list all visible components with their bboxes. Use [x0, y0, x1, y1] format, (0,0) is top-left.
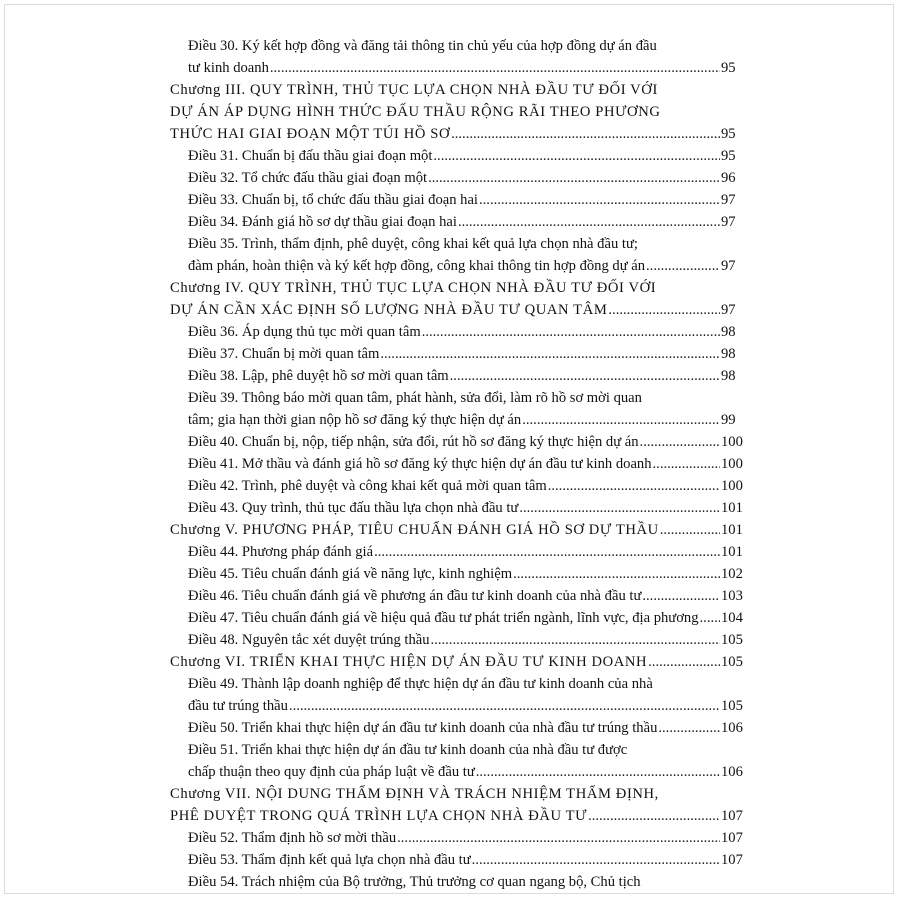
toc-entry-text: Điều 30. Ký kết hợp đồng và đăng tải thông tin chủ yếu của hợp đồng dự án đầu — [188, 38, 657, 54]
dot-leader — [646, 255, 720, 277]
page-number: 97 — [721, 258, 736, 274]
toc-article-entry — [188, 189, 745, 211]
toc-entry-text: PHÊ DUYỆT TRONG QUÁ TRÌNH LỰA CHỌN NHÀ ĐẦU TƯ — [170, 808, 588, 824]
page-number: 100 — [721, 434, 743, 450]
toc-article-entry — [188, 343, 745, 365]
toc-entry-text: Điều 31. Chuẩn bị đấu thầu giai đoạn một — [188, 148, 433, 164]
toc-article-entry — [188, 321, 745, 343]
page-number: 105 — [721, 654, 743, 670]
toc-entry-text: Chương VII. NỘI DUNG THẨM ĐỊNH VÀ TRÁCH NHIỆM THẨM ĐỊNH, — [170, 786, 659, 802]
toc-article-entry — [188, 475, 745, 497]
page-number: 105 — [721, 698, 743, 714]
toc-article-entry — [188, 739, 745, 783]
toc-line — [188, 255, 745, 277]
toc-line — [188, 695, 745, 717]
page-number: 96 — [721, 170, 736, 186]
toc-line — [188, 563, 745, 585]
dot-leader — [458, 211, 720, 233]
table-of-contents — [170, 35, 745, 893]
toc-chapter-entry — [170, 783, 745, 827]
dot-leader — [660, 519, 720, 541]
toc-article-entry — [188, 145, 745, 167]
toc-article-entry — [188, 871, 745, 893]
toc-entry-text: Điều 54. Trách nhiệm của Bộ trưởng, Thủ trưởng cơ quan ngang bộ, Chủ tịch — [188, 874, 641, 890]
toc-entry-text: DỰ ÁN ÁP DỤNG HÌNH THỨC ĐẤU THẦU RỘNG RÃI THEO PHƯƠNG — [170, 104, 661, 120]
toc-article-entry — [188, 673, 745, 717]
toc-line — [188, 541, 745, 563]
toc-entry-text: Điều 36. Áp dụng thủ tục mời quan tâm — [188, 324, 421, 340]
page-number: 104 — [721, 610, 743, 626]
toc-entry-text: Điều 33. Chuẩn bị, tổ chức đấu thầu giai đoạn hai — [188, 192, 478, 208]
toc-line — [188, 365, 745, 387]
dot-leader — [289, 695, 720, 717]
dot-leader — [476, 761, 720, 783]
dot-leader — [479, 189, 720, 211]
toc-line — [188, 453, 745, 475]
dot-leader — [519, 497, 720, 519]
dot-leader — [422, 321, 720, 343]
dot-leader — [658, 717, 720, 739]
toc-entry-text: Điều 42. Trình, phê duyệt và công khai kết quả mời quan tâm — [188, 478, 547, 494]
toc-entry-text: Chương VI. TRIỂN KHAI THỰC HIỆN DỰ ÁN ĐẦU TƯ KINH DOANH — [170, 654, 648, 670]
page-number: 95 — [721, 126, 736, 142]
toc-article-entry — [188, 431, 745, 453]
toc-entry-text: Chương III. QUY TRÌNH, THỦ TỤC LỰA CHỌN NHÀ ĐẦU TƯ ĐỐI VỚI — [170, 82, 658, 98]
dot-leader — [513, 563, 720, 585]
toc-line — [188, 849, 745, 871]
toc-line — [188, 717, 745, 739]
page-number: 95 — [721, 60, 736, 76]
page-number: 102 — [721, 566, 743, 582]
toc-entry-text: Điều 38. Lập, phê duyệt hồ sơ mời quan tâm — [188, 368, 449, 384]
toc-entry-text: Điều 43. Quy trình, thủ tục đấu thầu lựa chọn nhà đầu tư — [188, 500, 519, 516]
toc-entry-text: đầu tư trúng thầu — [188, 698, 288, 714]
toc-article-entry — [188, 607, 745, 629]
toc-line — [170, 519, 745, 541]
toc-entry-text: Chương IV. QUY TRÌNH, THỦ TỤC LỰA CHỌN NHÀ ĐẦU TƯ ĐỐI VỚI — [170, 280, 657, 296]
toc-article-entry — [188, 233, 745, 277]
toc-entry-text: tâm; gia hạn thời gian nộp hồ sơ đăng ký thực hiện dự án — [188, 412, 522, 428]
toc-line — [188, 57, 745, 79]
page-number: 101 — [721, 522, 743, 538]
toc-line — [188, 211, 745, 233]
toc-article-entry — [188, 453, 745, 475]
dot-leader — [642, 585, 720, 607]
toc-article-entry — [188, 541, 745, 563]
page-number: 98 — [721, 324, 736, 340]
toc-entry-text: Điều 46. Tiêu chuẩn đánh giá về phương án đầu tư kinh doanh của nhà đầu tư — [188, 588, 642, 604]
toc-entry-text: Chương V. PHƯƠNG PHÁP, TIÊU CHUẨN ĐÁNH GIÁ HỒ SƠ DỰ THẦU — [170, 522, 659, 538]
page-number: 107 — [721, 808, 743, 824]
toc-entry-text: Điều 32. Tổ chức đấu thầu giai đoạn một — [188, 170, 428, 186]
dot-leader — [653, 453, 720, 475]
toc-line — [188, 827, 745, 849]
toc-entry-text: DỰ ÁN CẦN XÁC ĐỊNH SỐ LƯỢNG NHÀ ĐẦU TƯ QUAN TÂM — [170, 302, 608, 318]
dot-leader — [451, 123, 720, 145]
page-number: 98 — [721, 368, 736, 384]
dot-leader — [433, 145, 720, 167]
dot-leader — [374, 541, 720, 563]
toc-article-entry — [188, 563, 745, 585]
dot-leader — [588, 805, 720, 827]
dot-leader — [472, 849, 720, 871]
dot-leader — [380, 343, 720, 365]
page-number: 100 — [721, 478, 743, 494]
toc-entry-text: tư kinh doanh — [188, 60, 269, 76]
page-number: 106 — [721, 720, 743, 736]
toc-line — [188, 189, 745, 211]
toc-chapter-entry — [170, 79, 745, 145]
page-number: 100 — [721, 456, 743, 472]
toc-entry-text: Điều 45. Tiêu chuẩn đánh giá về năng lực, kinh nghiệm — [188, 566, 513, 582]
page-number: 97 — [721, 192, 736, 208]
toc-entry-text: Điều 51. Triển khai thực hiện dự án đầu tư kinh doanh của nhà đầu tư được — [188, 742, 628, 758]
toc-entry-text: Điều 50. Triển khai thực hiện dự án đầu tư kinh doanh của nhà đầu tư trúng thầu — [188, 720, 658, 736]
document-page — [4, 4, 894, 894]
toc-line — [188, 629, 745, 651]
toc-line — [188, 607, 745, 629]
toc-entry-text: Điều 44. Phương pháp đánh giá — [188, 544, 374, 560]
page-number: 107 — [721, 830, 743, 846]
toc-line — [188, 497, 745, 519]
page-number: 97 — [721, 302, 736, 318]
toc-entry-text: Điều 53. Thẩm định kết quả lựa chọn nhà đầu tư — [188, 852, 471, 868]
toc-entry-text: Điều 39. Thông báo mời quan tâm, phát hành, sửa đổi, làm rõ hồ sơ mời quan — [188, 390, 642, 406]
toc-line — [188, 409, 745, 431]
toc-article-entry — [188, 387, 745, 431]
page-number: 101 — [721, 500, 743, 516]
toc-line — [170, 123, 745, 145]
toc-article-entry — [188, 827, 745, 849]
toc-entry-text: Điều 47. Tiêu chuẩn đánh giá về hiệu quả đầu tư phát triển ngành, lĩnh vực, địa phương — [188, 610, 699, 626]
toc-entry-text: Điều 41. Mở thầu và đánh giá hồ sơ đăng ký thực hiện dự án đầu tư kinh doanh — [188, 456, 652, 472]
toc-entry-text: Điều 35. Trình, thẩm định, phê duyệt, công khai kết quả lựa chọn nhà đầu tư; — [188, 236, 638, 252]
toc-article-entry — [188, 849, 745, 871]
toc-article-entry — [188, 35, 745, 79]
toc-line — [188, 475, 745, 497]
dot-leader — [700, 607, 720, 629]
toc-line — [188, 761, 745, 783]
page-number: 97 — [721, 214, 736, 230]
toc-line — [170, 805, 745, 827]
toc-line — [170, 651, 745, 673]
toc-line — [170, 299, 745, 321]
page-number: 107 — [721, 852, 743, 868]
dot-leader — [522, 409, 720, 431]
toc-entry-text: Điều 49. Thành lập doanh nghiệp để thực hiện dự án đầu tư kinh doanh của nhà — [188, 676, 653, 692]
toc-entry-text: Điều 40. Chuẩn bị, nộp, tiếp nhận, sửa đổi, rút hồ sơ đăng ký thực hiện dự án — [188, 434, 639, 450]
toc-entry-text: chấp thuận theo quy định của pháp luật về đầu tư — [188, 764, 475, 780]
dot-leader — [608, 299, 720, 321]
toc-line — [188, 145, 745, 167]
toc-line — [188, 343, 745, 365]
dot-leader — [428, 167, 720, 189]
dot-leader — [648, 651, 720, 673]
toc-article-entry — [188, 167, 745, 189]
toc-entry-text: Điều 52. Thẩm định hồ sơ mời thầu — [188, 830, 397, 846]
dot-leader — [270, 57, 720, 79]
toc-entry-text: Điều 34. Đánh giá hồ sơ dự thầu giai đoạn hai — [188, 214, 457, 230]
toc-entry-text: Điều 48. Nguyên tắc xét duyệt trúng thầu — [188, 632, 430, 648]
toc-entry-text: THỨC HAI GIAI ĐOẠN MỘT TÚI HỒ SƠ — [170, 126, 451, 142]
toc-line — [188, 167, 745, 189]
toc-entry-text: đàm phán, hoàn thiện và ký kết hợp đồng, công khai thông tin hợp đồng dự án — [188, 258, 646, 274]
dot-leader — [548, 475, 720, 497]
toc-chapter-entry — [170, 277, 745, 321]
toc-line — [188, 585, 745, 607]
toc-article-entry — [188, 585, 745, 607]
page-number: 101 — [721, 544, 743, 560]
toc-chapter-entry — [170, 519, 745, 541]
toc-entry-text: Điều 37. Chuẩn bị mời quan tâm — [188, 346, 380, 362]
toc-article-entry — [188, 629, 745, 651]
page-number: 98 — [721, 346, 736, 362]
page-number: 95 — [721, 148, 736, 164]
toc-article-entry — [188, 365, 745, 387]
page-number: 99 — [721, 412, 736, 428]
toc-article-entry — [188, 717, 745, 739]
dot-leader — [397, 827, 720, 849]
page-number: 103 — [721, 588, 743, 604]
toc-article-entry — [188, 211, 745, 233]
toc-line — [188, 321, 745, 343]
toc-chapter-entry — [170, 651, 745, 673]
dot-leader — [640, 431, 720, 453]
toc-line — [188, 431, 745, 453]
dot-leader — [450, 365, 720, 387]
dot-leader — [431, 629, 720, 651]
page-number: 106 — [721, 764, 743, 780]
page-number: 105 — [721, 632, 743, 648]
toc-article-entry — [188, 497, 745, 519]
